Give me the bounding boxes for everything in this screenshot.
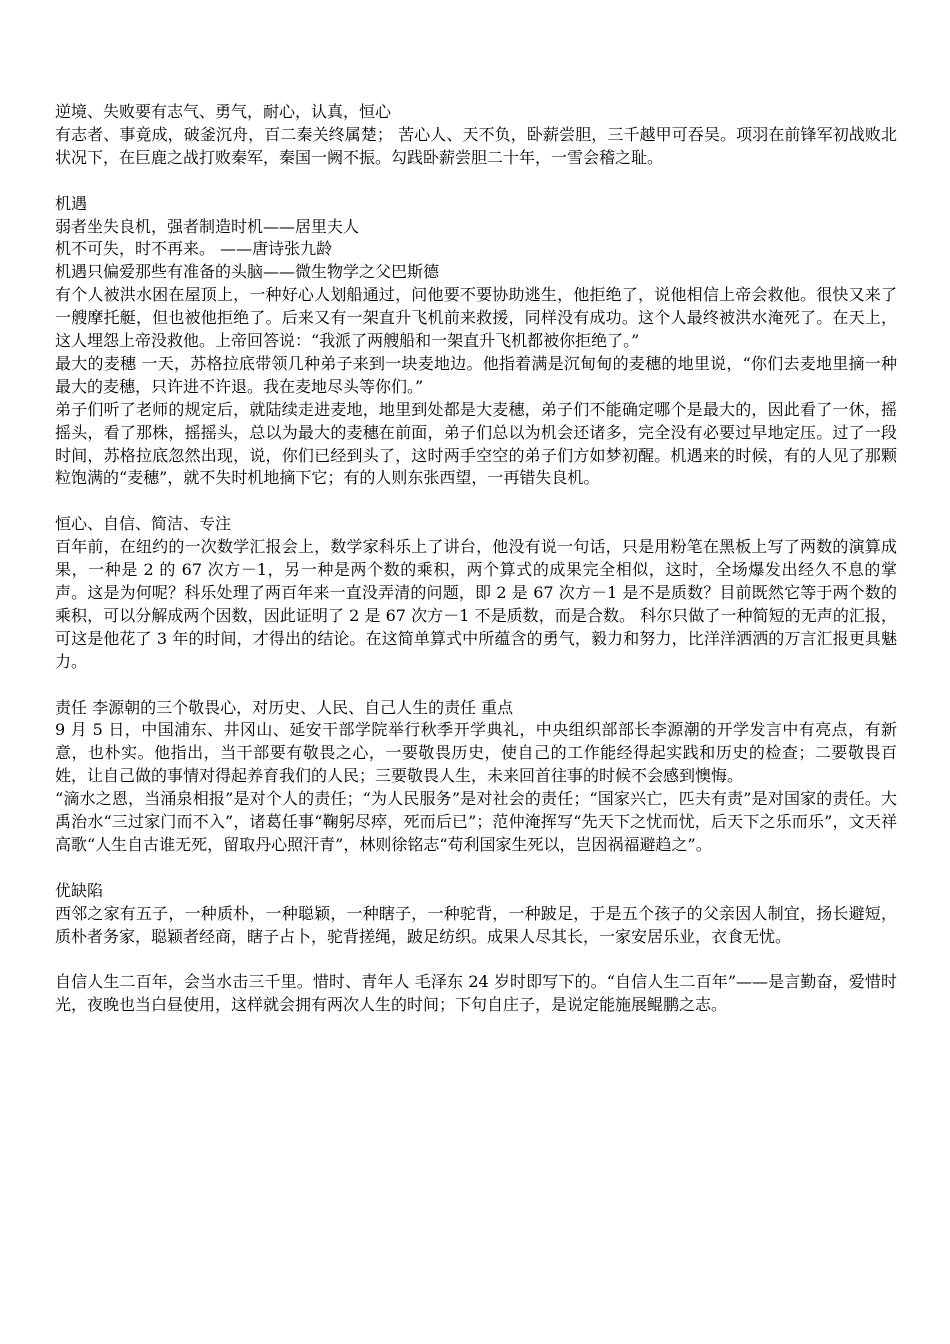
section-heading: 机遇 [55, 193, 88, 213]
paragraph: 9 月 5 日，中国浦东、井冈山、延安干部学院举行秋季开学典礼，中央组织部部长李源潮的开学发言中有亮点，有新意，也朴实。他指出，当干部要有敬畏之心，一要敬畏历史，使自己的工作能经得起实践和历史的检查；二要敬畏百姓，让自己做的事情对得起养育我们的人民；三要敬畏人生，未来回首往事的时候不会感到懊悔。 [55, 720, 897, 786]
section-opportunity [55, 193, 897, 491]
section-adversity [55, 101, 897, 170]
paragraph: 弟子们听了老师的规定后，就陆续走进麦地，地里到处都是大麦穗，弟子们不能确定哪个是最大的，因此看了一休，摇摇头，看了那株，摇摇头，总以为最大的麦穗在前面，弟子们总以为机会还诸多，完全没有必要过早地定压。过了一段时间，苏格拉底忽然出现，说，你们已经到头了，这时两手空空的弟子们方如梦初醒。机遇来的时候，有的人见了那颗粒饱满的“麦穗”，就不失时机地摘下它；有的人则东张西望，一再错失良机。 [55, 399, 897, 488]
quote-line: 机不可失，时不再来。 ——唐诗张九龄 [55, 239, 333, 259]
paragraph: 自信人生二百年，会当水击三千里。惜时、青年人 毛泽东 24 岁时即写下的。“自信人生二百年”——是言勤奋，爱惜时光，夜晚也当白昼使用，这样就会拥有两次人生的时间；下句自庄子，是说定能施展鲲鹏之志。 [55, 972, 897, 1015]
document-page [55, 101, 897, 1040]
paragraph: “滴水之恩，当涌泉相报”是对个人的责任；“为人民服务”是对社会的责任；“国家兴亡，匹夫有责”是对国家的责任。大禹治水“三过家门而不入”，诸葛任事“鞠躬尽瘁，死而后已”；范仲淹挥写“先天下之忧而忧，后天下之乐而乐”，文天祥高歌“人生自古谁无死，留取丹心照汗青”，林则徐铭志“苟利国家生死以，岂因祸福避趋之”。 [55, 789, 897, 854]
quote-line: 机遇只偏爱那些有准备的头脑——微生物学之父巴斯德 [55, 262, 440, 282]
paragraph: 有个人被洪水困在屋顶上，一种好心人划船通过，问他要不要协助逃生，他拒绝了，说他相信上帝会救他。很快又来了一艘摩托艇，但也被他拒绝了。后来又有一架直升飞机前来救援，同样没有成功。这个人最终被洪水淹死了。在天上，这人埋怨上帝没救他。上帝回答说：“我派了两艘船和一架直升飞机都被你拒绝了。” [55, 285, 897, 351]
paragraph: 最大的麦穗 一天，苏格拉底带领几种弟子来到一块麦地边。他指着满是沉甸甸的麦穗的地里说，“你们去麦地里摘一种最大的麦穗，只许进不许退。我在麦地尽头等你们。” [55, 353, 897, 396]
section-perseverance [55, 513, 897, 673]
paragraph: 有志者、事竟成，破釜沉舟，百二秦关终属楚； 苦心人、天不负，卧薪尝胆，三千越甲可吞吴。项羽在前锋军初战败北状况下，在巨鹿之战打败秦军，秦国一阙不振。勾践卧薪尝胆二十年，一雪会稽之耻。 [55, 124, 897, 167]
section-heading: 责任 李源朝的三个敬畏心，对历史、人民、自己人生的责任 重点 [55, 697, 514, 717]
section-heading: 优缺陷 [55, 880, 104, 900]
section-strengths-weaknesses [55, 880, 897, 949]
section-heading: 恒心、自信、简洁、专注 [55, 514, 232, 534]
section-heading: 逆境、失败要有志气、勇气，耐心，认真，恒心 [55, 102, 392, 121]
quote-line: 弱者坐失良机，强者制造时机——居里夫人 [55, 216, 360, 236]
paragraph: 百年前，在纽约的一次数学汇报会上，数学家科乐上了讲台，他没有说一句话，只是用粉笔在黑板上写了两数的演算成果，一种是 2 的 67 次方－1，另一种是两个数的乘积，两个算式的成果完全相似，这时，全场爆发出经久不息的掌声。这是为何呢？科乐处理了两百年来一直没弄清的问题，即 2 是 67 次方－1 是不是质数？目前既然它等于两个数的乘积，可以分解成两个因数，因此证明了 2 是 67 次方－1 不是质数，而是合数。 科尔只做了一种简短的无声的汇报，可这是他花了 3 年的时间，才得出的结论。在这简单算式中所蕴含的勇气，毅力和努力，比洋洋洒洒的万言汇报更具魅力。 [55, 537, 897, 671]
section-responsibility [55, 697, 897, 857]
section-self-confidence [55, 971, 897, 1017]
paragraph: 西邻之家有五子，一种质朴，一种聪颖，一种瞎子，一种驼背，一种跛足，于是五个孩子的父亲因人制宜，扬长避短，质朴者务家，聪颖者经商，瞎子占卜，驼背搓绳，跛足纺织。成果人尽其长，一家安居乐业，衣食无忧。 [55, 903, 897, 946]
